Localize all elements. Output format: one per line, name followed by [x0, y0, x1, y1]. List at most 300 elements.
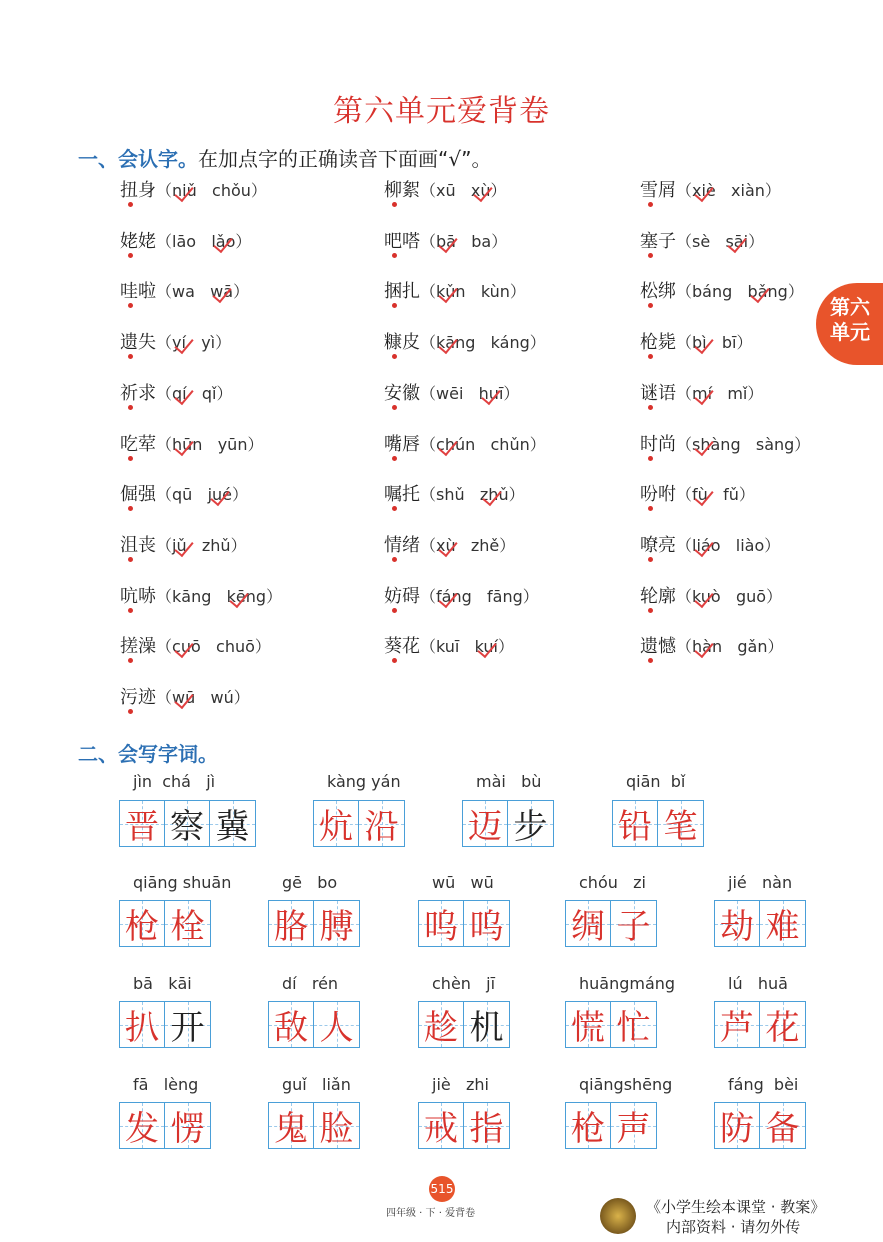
- emphasis-dot-icon: [648, 456, 653, 461]
- section1-title: 一、会认字。: [78, 147, 198, 171]
- grid-cell: [464, 1002, 509, 1047]
- paren-open: （: [156, 282, 173, 302]
- writing-grid: [119, 1001, 211, 1048]
- checked-pinyin-option: fáng: [436, 586, 472, 606]
- checked-pinyin-option: kāng: [436, 333, 476, 353]
- brand-notice: 内部资料 · 请勿外传: [666, 1218, 801, 1236]
- grid-character: 子: [616, 907, 651, 947]
- grid-cell: [120, 1103, 165, 1148]
- checked-pinyin-option: zhǔ: [479, 485, 509, 505]
- grid-cell: [611, 1002, 656, 1047]
- grid-character: 忙: [616, 1008, 651, 1048]
- word-pinyin: huāngmáng: [579, 974, 676, 993]
- recognize-word: 嘴唇: [384, 434, 420, 455]
- checked-pinyin-option: kuí: [474, 637, 498, 657]
- grid-cell: [611, 901, 656, 946]
- grid-character: 机: [469, 1008, 504, 1048]
- grid-cell: [658, 801, 703, 846]
- paren-close: ）: [764, 535, 781, 555]
- paren-open: （: [676, 282, 693, 302]
- writing-grid: [119, 1102, 211, 1149]
- paren-close: ）: [491, 231, 508, 251]
- recognize-item: [120, 582, 282, 608]
- paren-open: （: [420, 535, 437, 555]
- grid-character: 呜: [469, 907, 504, 947]
- pinyin-option: lāo: [172, 231, 197, 251]
- recognize-word: 谜语: [640, 383, 676, 404]
- writing-grid: [418, 1102, 510, 1149]
- recognize-word: 妨碍: [384, 586, 420, 607]
- checked-pinyin-option: hūn: [172, 434, 203, 454]
- paren-close: ）: [767, 637, 784, 657]
- writing-grid: [418, 1001, 510, 1048]
- recognize-word: 情绪: [384, 535, 420, 556]
- grid-cell: [359, 801, 404, 846]
- word-pinyin: fā lèng: [133, 1075, 199, 1094]
- paren-close: ）: [254, 637, 271, 657]
- checked-pinyin-option: jué: [207, 485, 233, 505]
- paren-close: ）: [508, 485, 525, 505]
- paren-close: ）: [498, 637, 515, 657]
- recognize-word: 枪毙: [640, 332, 676, 353]
- paren-open: （: [420, 485, 437, 505]
- pinyin-option: zhě: [470, 535, 500, 555]
- emphasis-dot-icon: [648, 506, 653, 511]
- checked-pinyin-option: sāi: [725, 231, 749, 251]
- grid-character: 备: [765, 1109, 800, 1149]
- paren-open: （: [676, 231, 693, 251]
- writing-grid: [565, 1102, 657, 1149]
- paren-open: （: [676, 383, 693, 403]
- paren-open: （: [420, 231, 437, 251]
- recognize-item: [384, 582, 539, 608]
- grid-character: 劫: [720, 907, 754, 947]
- recognize-item: [384, 227, 507, 253]
- recognize-item: [384, 176, 507, 202]
- grid-character: 慌: [571, 1008, 605, 1048]
- emphasis-dot-icon: [648, 557, 653, 562]
- grid-cell: [210, 801, 255, 846]
- grid-character: 膊: [319, 907, 354, 947]
- recognize-word: 遗失: [120, 332, 156, 353]
- grid-cell: [508, 801, 553, 846]
- pinyin-option: wa: [172, 282, 195, 302]
- grid-character: 趁: [424, 1008, 458, 1048]
- grid-character: 鬼: [274, 1109, 308, 1149]
- recognize-word: 污迹: [120, 687, 156, 708]
- writing-grid: [418, 900, 510, 947]
- recognize-item: [640, 531, 780, 557]
- recognize-word: 塞子: [640, 231, 676, 252]
- checked-pinyin-option: fù: [692, 485, 708, 505]
- paren-open: （: [676, 637, 693, 657]
- section2-heading: 二、会写字词。: [78, 742, 218, 766]
- grid-character: 敌: [274, 1008, 308, 1048]
- grid-cell: [566, 1002, 611, 1047]
- pinyin-option: zhǔ: [201, 535, 231, 555]
- grid-character: 枪: [125, 907, 159, 947]
- grid-character: 栓: [170, 907, 205, 947]
- emphasis-dot-icon: [392, 253, 397, 258]
- paren-open: （: [156, 434, 173, 454]
- paren-close: ）: [250, 181, 267, 200]
- writing-grid: [119, 900, 211, 947]
- emphasis-dot-icon: [392, 658, 397, 663]
- grid-character: 察: [170, 807, 204, 847]
- checked-pinyin-option: chún: [436, 434, 476, 454]
- grid-cell: [165, 801, 210, 846]
- side-tab-line1: 第六: [830, 295, 870, 319]
- emphasis-dot-icon: [128, 608, 133, 613]
- pinyin-option: sè: [692, 231, 711, 251]
- grid-character: 开: [170, 1008, 205, 1048]
- writing-grid: [714, 1001, 806, 1048]
- paren-open: （: [420, 434, 437, 454]
- recognize-item: [120, 379, 233, 405]
- paren-close: ）: [247, 434, 264, 454]
- pinyin-option: liào: [735, 535, 765, 555]
- grid-character: 扒: [125, 1008, 159, 1048]
- paren-open: （: [156, 688, 173, 707]
- writing-grid: [565, 900, 657, 947]
- checked-pinyin-option: yí: [172, 333, 186, 353]
- grid-cell: [760, 1103, 805, 1148]
- pinyin-option: yì: [201, 333, 216, 353]
- recognize-item: [384, 480, 525, 506]
- recognize-word: 嘱托: [384, 484, 420, 505]
- word-pinyin: mài bù: [476, 772, 542, 791]
- section1-instruction: 在加点字的正确读音下面画“√”。: [198, 147, 492, 171]
- recognize-item: [640, 430, 810, 456]
- pinyin-option: wú: [210, 688, 234, 707]
- grid-character: 步: [513, 807, 548, 847]
- word-pinyin: lú huā: [728, 974, 788, 993]
- emphasis-dot-icon: [648, 658, 653, 663]
- writing-grid: [462, 800, 554, 847]
- emphasis-dot-icon: [648, 405, 653, 410]
- brand-logo-icon: [600, 1198, 636, 1234]
- recognize-item: [640, 227, 764, 253]
- grid-cell: [715, 901, 760, 946]
- emphasis-dot-icon: [128, 202, 133, 207]
- grid-cell: [269, 901, 314, 946]
- word-pinyin: qiāng shuān: [133, 873, 232, 892]
- emphasis-dot-icon: [392, 303, 397, 308]
- recognize-item: [384, 632, 514, 658]
- grid-cell: [715, 1103, 760, 1148]
- grid-cell: [760, 1002, 805, 1047]
- recognize-item: [120, 632, 271, 658]
- paren-open: （: [420, 383, 437, 403]
- paren-open: （: [156, 181, 173, 200]
- grid-character: 愣: [170, 1109, 205, 1149]
- emphasis-dot-icon: [648, 303, 653, 308]
- paren-close: ）: [235, 231, 252, 251]
- grid-cell: [120, 901, 165, 946]
- recognize-word: 嘹亮: [640, 535, 676, 556]
- grade-label: 四年级 · 下 · 爱背卷: [386, 1208, 476, 1219]
- pinyin-option: ba: [471, 231, 492, 251]
- grid-character: 笔: [663, 807, 698, 847]
- grid-cell: [464, 901, 509, 946]
- recognize-item: [640, 632, 784, 658]
- grid-cell: [463, 801, 508, 846]
- writing-grid: [119, 800, 256, 847]
- checked-pinyin-option: bǎng: [747, 282, 788, 302]
- recognize-word: 姥姥: [120, 231, 156, 252]
- pinyin-option: chuō: [216, 637, 255, 657]
- paren-close: ）: [522, 586, 539, 606]
- grid-cell: [314, 901, 359, 946]
- side-tab-line2: 单元: [830, 320, 870, 344]
- word-pinyin: jié nàn: [728, 873, 793, 892]
- recognize-item: [120, 176, 267, 202]
- emphasis-dot-icon: [392, 557, 397, 562]
- paren-open: （: [420, 333, 437, 353]
- emphasis-dot-icon: [648, 354, 653, 359]
- paren-close: ）: [764, 181, 781, 200]
- grid-cell: [419, 1103, 464, 1148]
- paren-open: （: [420, 282, 437, 302]
- writing-grid: [612, 800, 704, 847]
- recognize-word: 吃荤: [120, 434, 156, 455]
- paren-open: （: [420, 637, 437, 657]
- grid-character: 指: [469, 1109, 504, 1149]
- paren-close: ）: [266, 586, 283, 606]
- grid-cell: [269, 1002, 314, 1047]
- emphasis-dot-icon: [128, 506, 133, 511]
- grid-character: 难: [765, 907, 800, 947]
- recognize-word: 安徽: [384, 383, 420, 404]
- paren-open: （: [420, 181, 437, 200]
- checked-pinyin-option: shàng: [692, 434, 741, 454]
- recognize-item: [640, 480, 755, 506]
- pinyin-option: bī: [721, 333, 737, 353]
- grid-character: 脸: [319, 1109, 354, 1149]
- recognize-item: [384, 379, 519, 405]
- pinyin-option: guō: [735, 586, 767, 606]
- paren-close: ）: [490, 181, 507, 200]
- recognize-word: 柳絮: [384, 180, 420, 201]
- grid-cell: [613, 801, 658, 846]
- grid-character: 铅: [618, 807, 652, 847]
- grid-cell: [314, 801, 359, 846]
- recognize-word: 吩咐: [640, 484, 676, 505]
- checked-pinyin-option: xiè: [692, 181, 716, 200]
- word-pinyin: chèn jī: [432, 974, 496, 993]
- recognize-word: 葵花: [384, 636, 420, 657]
- recognize-word: 时尚: [640, 434, 676, 455]
- grid-character: 晋: [125, 807, 159, 847]
- grid-cell: [314, 1103, 359, 1148]
- recognize-item: [120, 683, 250, 709]
- paren-close: ）: [794, 434, 811, 454]
- checked-pinyin-option: niǔ: [172, 181, 197, 200]
- recognize-word: 沮丧: [120, 535, 156, 556]
- emphasis-dot-icon: [392, 202, 397, 207]
- recognize-word: 吧嗒: [384, 231, 420, 252]
- recognize-item: [640, 328, 753, 354]
- recognize-word: 吭哧: [120, 586, 156, 607]
- emphasis-dot-icon: [392, 456, 397, 461]
- emphasis-dot-icon: [128, 709, 133, 714]
- pinyin-option: mǐ: [727, 383, 748, 403]
- emphasis-dot-icon: [128, 303, 133, 308]
- grid-character: 发: [125, 1109, 159, 1149]
- recognize-item: [640, 277, 804, 303]
- pinyin-option: báng: [692, 282, 733, 302]
- recognize-word: 哇啦: [120, 281, 156, 302]
- grid-character: 枪: [571, 1109, 605, 1149]
- pinyin-option: shǔ: [436, 485, 465, 505]
- word-pinyin: kàng yán: [327, 772, 401, 791]
- checked-pinyin-option: huī: [478, 383, 504, 403]
- checked-pinyin-option: cuō: [172, 637, 201, 657]
- pinyin-option: xiàn: [731, 181, 765, 200]
- grid-character: 胳: [274, 907, 308, 947]
- pinyin-option: kuī: [436, 637, 460, 657]
- grid-cell: [566, 1103, 611, 1148]
- word-pinyin: gē bo: [282, 873, 338, 892]
- checked-pinyin-option: bì: [692, 333, 707, 353]
- writing-grid: [565, 1001, 657, 1048]
- checked-pinyin-option: liáo: [692, 535, 721, 555]
- paren-open: （: [156, 383, 173, 403]
- grid-cell: [269, 1103, 314, 1148]
- recognize-item: [384, 531, 515, 557]
- recognize-item: [640, 379, 763, 405]
- pinyin-option: gǎn: [737, 637, 768, 657]
- checked-pinyin-option: kuò: [692, 586, 721, 606]
- pinyin-option: chǒu: [212, 181, 251, 200]
- emphasis-dot-icon: [128, 658, 133, 663]
- grid-character: 防: [720, 1109, 754, 1149]
- grid-cell: [419, 901, 464, 946]
- recognize-item: [120, 430, 263, 456]
- emphasis-dot-icon: [392, 608, 397, 613]
- paren-open: （: [156, 333, 173, 353]
- emphasis-dot-icon: [392, 354, 397, 359]
- grid-cell: [715, 1002, 760, 1047]
- paren-open: （: [420, 586, 437, 606]
- recognize-word: 搓澡: [120, 636, 156, 657]
- grid-character: 绸: [571, 907, 605, 947]
- pinyin-option: yūn: [217, 434, 248, 454]
- grid-character: 冀: [215, 807, 250, 847]
- word-pinyin: qiāngshēng: [579, 1075, 673, 1094]
- recognize-item: [384, 328, 546, 354]
- grid-character: 迈: [468, 807, 502, 847]
- grid-character: 声: [616, 1109, 651, 1149]
- pinyin-option: fǔ: [723, 485, 739, 505]
- paren-close: ）: [215, 333, 232, 353]
- pinyin-option: xū: [436, 181, 456, 200]
- grid-cell: [419, 1002, 464, 1047]
- grid-cell: [165, 1002, 210, 1047]
- paren-close: ）: [529, 333, 546, 353]
- paren-close: ）: [230, 535, 247, 555]
- paren-close: ）: [748, 231, 765, 251]
- checked-pinyin-option: kēng: [226, 586, 267, 606]
- paren-close: ）: [216, 383, 233, 403]
- paren-open: （: [156, 535, 173, 555]
- checked-pinyin-option: mí: [692, 383, 713, 403]
- recognize-word: 糠皮: [384, 332, 420, 353]
- recognize-item: [640, 582, 782, 608]
- word-pinyin: jiè zhi: [432, 1075, 489, 1094]
- grid-cell: [760, 901, 805, 946]
- checked-pinyin-option: hàn: [692, 637, 723, 657]
- recognize-item: [120, 277, 249, 303]
- grid-cell: [165, 901, 210, 946]
- word-pinyin: wū wū: [432, 873, 494, 892]
- paren-open: （: [676, 485, 693, 505]
- page-title: 第六单元爱背卷: [333, 94, 550, 129]
- paren-open: （: [676, 434, 693, 454]
- recognize-word: 祈求: [120, 383, 156, 404]
- grid-character: 花: [765, 1008, 800, 1048]
- recognize-word: 倔强: [120, 484, 156, 505]
- recognize-item: [384, 277, 526, 303]
- writing-grid: [268, 900, 360, 947]
- word-pinyin: qiān bǐ: [626, 772, 686, 791]
- recognize-word: 雪屑: [640, 180, 676, 201]
- pinyin-option: qū: [172, 485, 193, 505]
- checked-pinyin-option: kǔn: [436, 282, 466, 302]
- paren-close: ）: [766, 586, 783, 606]
- emphasis-dot-icon: [128, 557, 133, 562]
- grid-cell: [120, 1002, 165, 1047]
- checked-pinyin-option: xù: [436, 535, 456, 555]
- recognize-item: [384, 430, 546, 456]
- paren-close: ）: [736, 333, 753, 353]
- paren-open: （: [676, 181, 693, 200]
- paren-close: ）: [738, 485, 755, 505]
- grid-character: 人: [319, 1008, 354, 1048]
- checked-pinyin-option: wā: [210, 282, 234, 302]
- pinyin-option: sàng: [755, 434, 795, 454]
- paren-close: ）: [787, 282, 804, 302]
- paren-open: （: [676, 333, 693, 353]
- checked-pinyin-option: lǎo: [211, 231, 236, 251]
- recognize-item: [120, 227, 251, 253]
- paren-close: ）: [747, 383, 764, 403]
- unit-side-tab: [816, 283, 883, 365]
- checked-pinyin-option: wū: [172, 688, 196, 707]
- checked-pinyin-option: bā: [436, 231, 456, 251]
- emphasis-dot-icon: [648, 202, 653, 207]
- recognize-item: [120, 480, 248, 506]
- word-pinyin: bā kāi: [133, 974, 192, 993]
- recognize-word: 轮廓: [640, 586, 676, 607]
- emphasis-dot-icon: [648, 608, 653, 613]
- paren-open: （: [156, 586, 173, 606]
- grid-cell: [611, 1103, 656, 1148]
- writing-grid: [714, 1102, 806, 1149]
- grid-character: 沿: [364, 807, 399, 847]
- paren-close: ）: [503, 383, 520, 403]
- pinyin-option: chǔn: [490, 434, 530, 454]
- recognize-word: 捆扎: [384, 281, 420, 302]
- recognize-item: [640, 176, 781, 202]
- checked-pinyin-option: qí: [172, 383, 187, 403]
- brand-title: 《小学生绘本课堂 · 教案》: [646, 1198, 826, 1216]
- grid-cell: [314, 1002, 359, 1047]
- paren-close: ）: [233, 282, 250, 302]
- pinyin-option: qǐ: [201, 383, 217, 403]
- paren-close: ）: [233, 688, 250, 707]
- grid-character: 炕: [319, 807, 353, 847]
